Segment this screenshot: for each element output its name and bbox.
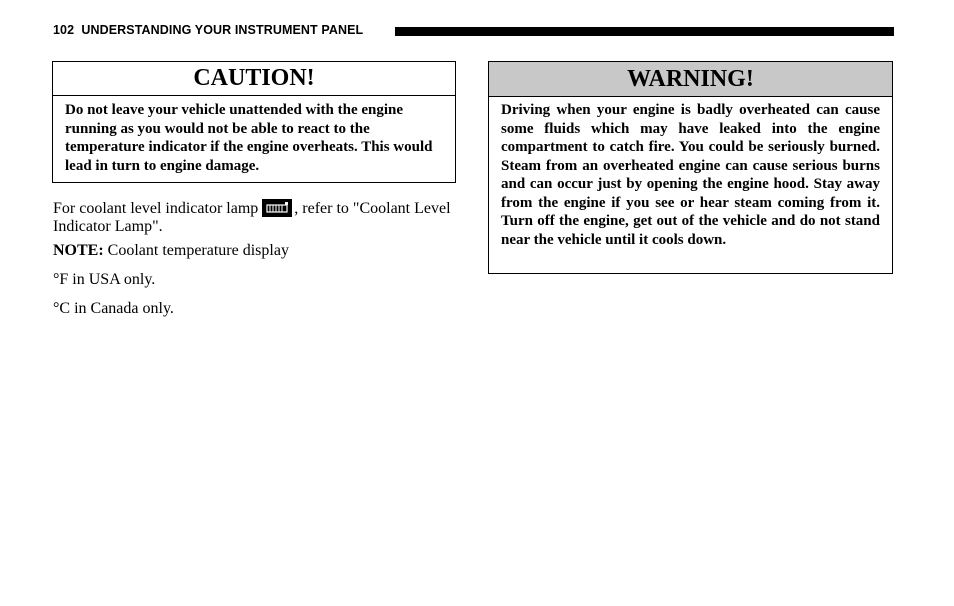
note-paragraph bbox=[53, 242, 289, 260]
caution-title: CAUTION! bbox=[53, 62, 455, 96]
header-text bbox=[53, 22, 363, 38]
warning-text: Driving when your engine is badly overheated can cause some fluids which may have leaked into the engine compartment to catch fire. You could be seriously burned. Steam from an overheated engine can cause serious burns and can occur just by opening the engine hood. Stay away from the engine if you see or hear steam coming from it. Turn off the engine, get out of the vehicle and do not stand near the vehicle until it cools down. bbox=[501, 102, 880, 248]
caution-box bbox=[52, 61, 456, 183]
header-rule bbox=[395, 27, 894, 36]
page-number: 102 bbox=[53, 23, 75, 37]
coolant-text-before: For coolant level indicator lamp bbox=[53, 200, 259, 217]
coolant-text-after: , refer to "Coolant Level Indicator Lamp". bbox=[53, 200, 451, 235]
note-text: Coolant temperature display bbox=[103, 242, 289, 259]
note-label: NOTE: bbox=[53, 242, 104, 259]
caution-text: Do not leave your vehicle unattended with the engine running as you would not be able to react to the temperature indicator if the engine overheats. This would lead in turn to engine damage. bbox=[65, 102, 433, 174]
warning-title: WARNING! bbox=[489, 62, 892, 97]
warning-box bbox=[488, 61, 893, 274]
celsius-line: °C in Canada only. bbox=[53, 300, 174, 317]
coolant-level-icon bbox=[262, 199, 292, 217]
page-header bbox=[53, 22, 894, 38]
fahrenheit-line: °F in USA only. bbox=[53, 271, 156, 288]
coolant-paragraph bbox=[53, 199, 463, 236]
section-title: UNDERSTANDING YOUR INSTRUMENT PANEL bbox=[81, 23, 364, 37]
